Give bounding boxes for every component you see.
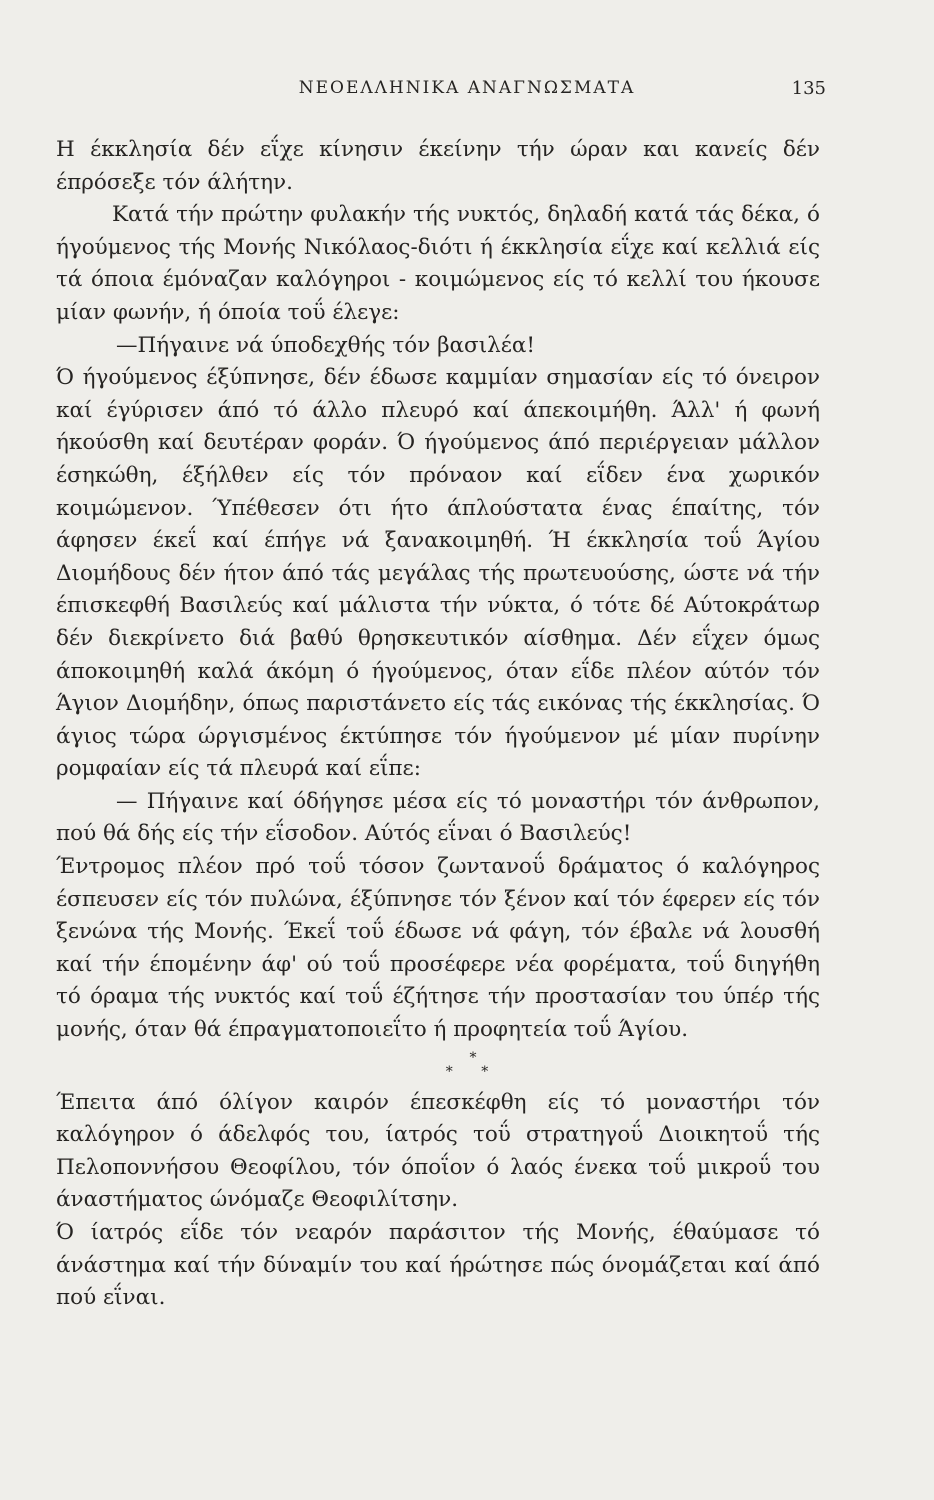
running-header xyxy=(0,74,934,104)
running-title: ΝΕΟΕΛΛΗΝΙΚΑ ΑΝΑΓΝΩΣΜΑΤΑ xyxy=(298,78,636,98)
paragraph: Έντρομος πλέον πρό τοΰ τόσον ζωντανοΰ δράματος ό καλόγηρος έσπευσεν είς τόν πυλώνα, έξύπνησε τόν ξένον καί τόν έφερεν είς τόν ξενώνα τής Μονής. Έκεΐ τοΰ έδωσε νά φάγη, τόν έβαλε νά λουσθή καί τήν έπομένην άφ' ού τοΰ προσέφερε νέα φορέματα, τοΰ διηγήθη τό όραμα τής νυκτός καί τοΰ έζήτησε τήν προστασίαν του ύπέρ τής μονής, όταν θά έπραγματοποιεΐτο ή προφητεία τοΰ Άγίου. xyxy=(56,854,820,1043)
dialogue-line: — Πήγαινε καί όδήγησε μέσα είς τό μοναστήρι τόν άνθρωπον, πού θά δής είς τήν εΐσοδον. Αύτός εΐναι ό Βασιλεύς! xyxy=(56,788,820,847)
body-text xyxy=(56,134,820,1315)
paragraph: Ό ίατρός εΐδε τόν νεαρόν παράσιτον τής Μονής, έθαύμασε τό άνάστημα καί τήν δύναμίν του καί ήρώτησε πώς όνομάζεται καί άπό πού εΐναι. xyxy=(56,1220,820,1311)
paragraph: Έπειτα άπό όλίγον καιρόν έπεσκέφθη είς τό μοναστήρι τόν καλόγηρον ό άδελφός του, ίατρός τοΰ στρατηγοΰ Διοικητοΰ τής Πελοποννήσου Θεοφίλου, τόν όποΐον ό λαός ένεκα τοΰ μικροΰ του άναστήματος ώνόμαζε Θεοφιλίτσην. xyxy=(56,1089,820,1213)
asterisk-top: * xyxy=(469,1049,477,1066)
paragraph: Η έκκλησία δέν εΐχε κίνησιν έκείνην τήν ώραν και κανείς δέν έπρόσεξε τόν άλήτην. xyxy=(56,137,820,195)
asterisk-bottom: * * xyxy=(445,1063,501,1080)
paragraph: Κατά τήν πρώτην φυλακήν τής νυκτός, δηλαδή κατά τάς δέκα, ό ήγούμενος τής Μονής Νικόλαος-διότι ή έκκλησία εΐχε καί κελλιά είς τά όποια έμόναζαν καλόγηροι - κοιμώμενος είς τό κελλί του ήκουσε μίαν φωνήν, ή όποία τοΰ έλεγε: xyxy=(56,202,820,325)
paragraph: Ό ήγούμενος έξύπνησε, δέν έδωσε καμμίαν σημασίαν είς τό όνειρον καί έγύρισεν άπό τό άλλο πλευρό καί άπεκοιμήθη. Άλλ' ή φωνή ήκούσθη καί δευτέραν φοράν. Ό ήγούμενος άπό περιέργειαν μάλλον έσηκώθη, έξήλθεν είς τόν πρόναον καί εΐδεν ένα χωρικόν κοιμώμενον. Ύπέθεσεν ότι ήτο άπλούστατα ένας έπαίτης, τόν άφησεν έκεΐ καί έπήγε νά ξανακοιμηθή. Ή έκκλησία τοΰ Άγίου Διομήδους δέν ήτον άπό τάς μεγάλας τής πρωτευούσης, ώστε νά τήν έπισκεφθή Βασιλεύς καί μάλιστα τήν νύκτα, ό τότε δέ Αύτοκράτωρ δέν διεκρίνετο διά βαθύ θρησκευτικόν αίσθημα. Δέν εΐχεν όμως άποκοιμηθή καλά άκόμη ό ήγούμενος, όταν εΐδε πλέον αύτόν τόν Άγιον Διομήδην, όπως παριστάνετο είς τάς εικόνας τής έκκλησίας. Ό άγιος τώρα ώργισμένος έκτύπησε τόν ήγούμενον μέ μίαν πυρίνην ρομφαίαν είς τά πλευρά καί εΐπε: xyxy=(56,365,820,782)
page-number: 135 xyxy=(791,78,826,99)
section-separator xyxy=(56,1051,820,1079)
dialogue-line: —Πήγαινε νά ύποδεχθής τόν βασιλέα! xyxy=(116,332,536,358)
